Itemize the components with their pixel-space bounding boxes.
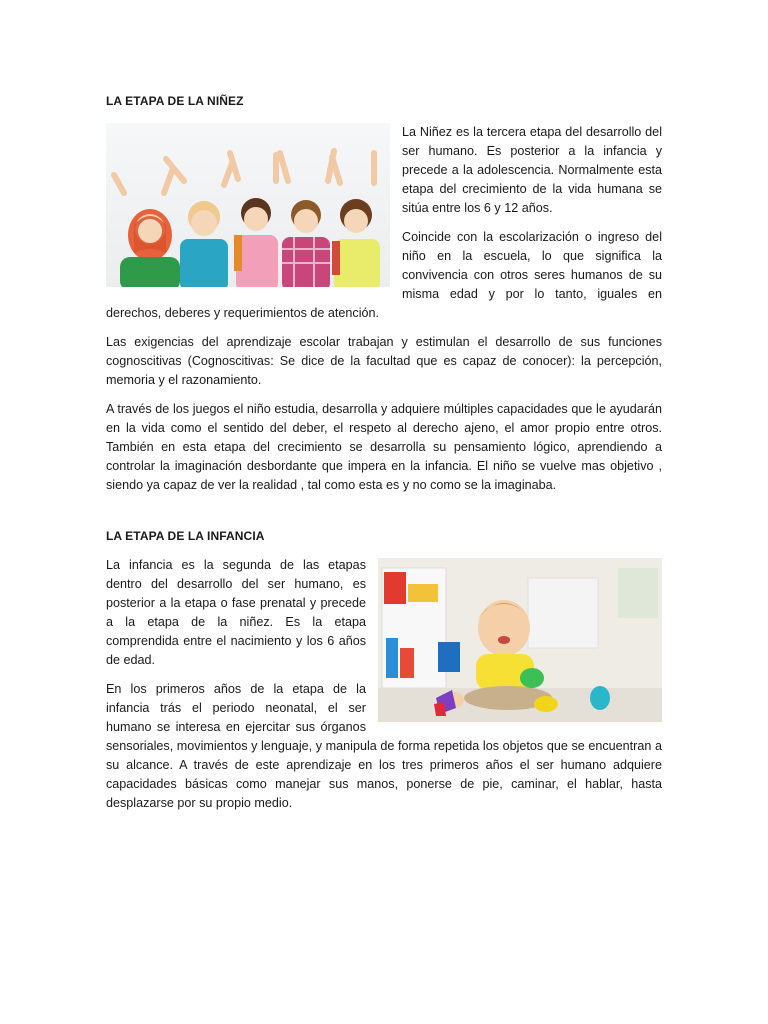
section-title-infancia: LA ETAPA DE LA INFANCIA [106,529,265,543]
children-illustration [106,123,390,287]
paragraph-ninez-3: Las exigencias del aprendizaje escolar trabajan y estimulan el desarrollo de sus funciones cognoscitivas (Cognoscitivas: Se dice de la facultad que es capaz de conocer): la percepción, memoria y el razonamiento. [106,335,662,387]
baby-illustration [378,558,662,722]
paragraph-ninez-2: Coincide con la escolarización o ingreso del niño en la escuela, lo que significa la convivencia con otros seres humanos de su misma edad y por lo tanto, iguales en derechos, deberes y requerimientos de atención. [106,230,662,320]
baby-photo [378,558,662,722]
section-title-ninez: LA ETAPA DE LA NIÑEZ [106,94,244,108]
section-infancia [106,527,662,823]
children-photo [106,123,390,287]
paragraph-ninez-1: La Niñez es la tercera etapa del desarrollo del ser humano. Es posterior a la infancia y precede a la adolescencia. Normalmente esta etapa del crecimiento de la vida humana se sitúa entre los 6 y 12 años. [402,125,662,215]
paragraph-ninez-4: A través de los juegos el niño estudia, desarrolla y adquiere múltiples capacidades que le ayudarán en la vida como el sentido del deber, el respeto al derecho ajeno, el amor propio entre otros. También en esta etapa del crecimiento se desarrolla su pensamiento lógico, aprendiendo a controlar la imaginación desbordante que impera en la infancia. El niño se vuelve mas objetivo , siendo ya capaz de ver la realidad , tal como esta es y no como se la imaginaba. [106,402,662,492]
paragraph-infancia-1: La infancia es la segunda de las etapas dentro del desarrollo del ser humano, es posterior a la etapa o fase prenatal y precede a la etapa de la niñez. Es la etapa comprendida entre el nacimiento y los 6 años de edad. [106,558,366,667]
section-ninez [106,92,662,505]
paragraph-infancia-2: En los primeros años de la etapa de la infancia trás el periodo neonatal, el ser humano se interesa en ejercitar sus órganos sensoriales, movimientos y lenguaje, y manipula de forma repetida los objetos que se encuentran a su alcance. A través de este aprendizaje en los tres primeros años el ser humano adquiere capacidades básicas como manejar sus manos, ponerse de pie, caminar, el hablar, hasta desplazarse por su propio medio. [106,682,662,810]
